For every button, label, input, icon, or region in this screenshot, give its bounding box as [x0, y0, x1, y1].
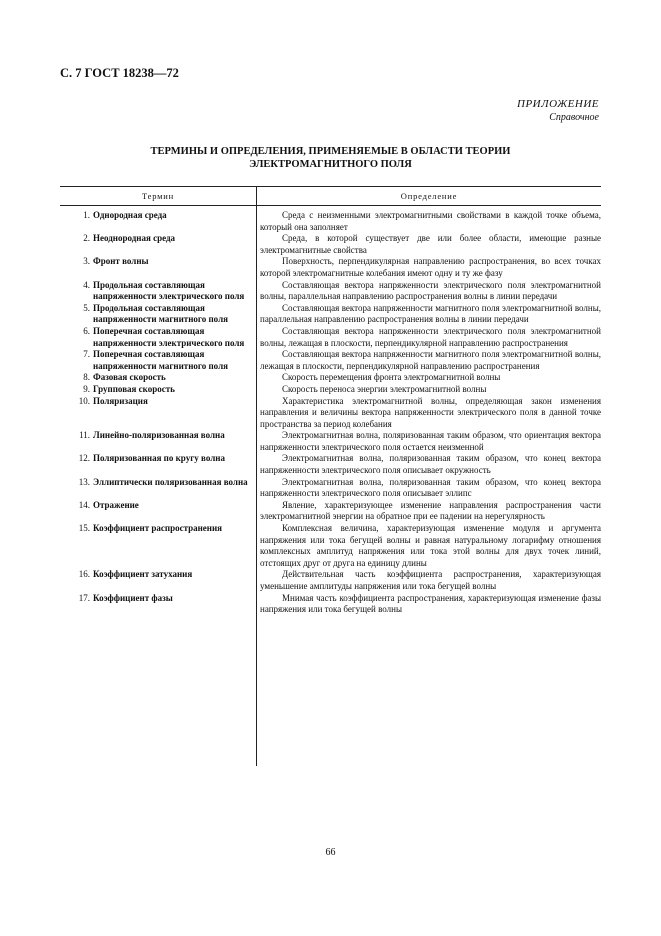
term-label: Поперечная составляющая напряженности магнитного поля: [93, 349, 228, 371]
term-number: 14.: [78, 499, 90, 510]
definition-cell: Составляющая вектора напряженности магнитного поля электромагнитной волны, параллельная направлению распространения волны в линии передачи: [260, 302, 601, 325]
page-number: 66: [325, 847, 336, 858]
table-header-rule: [60, 205, 601, 206]
table-top-rule: [60, 186, 601, 187]
appendix-label-block: [517, 98, 599, 123]
table-row: [60, 523, 601, 569]
term-number: 3.: [83, 256, 90, 267]
term-label: Коэффициент затухания: [93, 569, 193, 580]
table-row: [60, 303, 601, 326]
term-cell: [60, 210, 256, 233]
term-label: Групповая скорость: [93, 383, 175, 394]
definition-cell: Электромагнитная волна, поляризованная таким образом, что ориентация вектора напряженности электрического поля остается неизменной: [260, 430, 601, 452]
term-number: 9.: [83, 383, 90, 394]
table-row: [60, 256, 601, 279]
table-row: [60, 280, 601, 303]
column-header-definition: Определение: [400, 191, 458, 201]
definition-cell: Среда с неизменными электромагнитными свойствами в каждой точке объема, который она заполняет: [260, 210, 601, 232]
term-number: 7.: [83, 349, 90, 360]
term-label: Линейно-поляризованная волна: [93, 430, 225, 441]
term-label: Поляризованная по кругу волна: [93, 453, 225, 464]
table-row: [60, 210, 601, 233]
term-cell: [60, 326, 256, 349]
term-number: 15.: [78, 523, 90, 534]
term-number: 8.: [83, 372, 90, 383]
definition-cell: Скорость перемещения фронта электромагнитной волны: [282, 372, 501, 383]
column-header-terms: Термин: [141, 191, 175, 201]
term-number: 4.: [83, 279, 90, 290]
table-row: [60, 326, 601, 349]
table-row: [60, 569, 601, 592]
term-label: Продольная составляющая напряженности магнитного поля: [93, 302, 228, 325]
table-row: [60, 384, 601, 396]
term-number: 2.: [83, 233, 90, 244]
term-number: 13.: [78, 476, 90, 487]
table-row: [60, 500, 601, 523]
term-label: Продольная составляющая напряженности электрического поля: [93, 279, 245, 302]
term-cell: [60, 349, 256, 372]
term-cell: [60, 303, 256, 326]
term-cell: [60, 477, 256, 500]
table-row: [60, 453, 601, 476]
definition-cell: Действительная часть коэффициента распространения, характеризующая уменьшение амплитуды напряжения или тока бегущей волны: [260, 569, 601, 591]
term-label: Фазовая скорость: [93, 372, 166, 383]
term-cell: [60, 280, 256, 303]
term-number: 10.: [78, 395, 90, 406]
table-row: [60, 349, 601, 372]
definition-cell: Характеристика электромагнитной волны, определяющая закон изменения направления и величины вектора напряженности электрического поля в данной точке пространства за период колебания: [260, 395, 601, 429]
page-title-line-2: ЭЛЕКТРОМАГНИТНОГО ПОЛЯ: [249, 158, 412, 170]
term-number: 6.: [83, 325, 90, 336]
term-cell: [60, 523, 256, 569]
term-label: Эллиптически поляризованная волна: [93, 476, 248, 487]
term-label: Фронт волны: [93, 256, 149, 267]
definition-cell: Электромагнитная волна, поляризованная таким образом, что конец вектора напряженности электрического поля описывает эллипс: [260, 476, 601, 499]
page-title-line-1: ТЕРМИНЫ И ОПРЕДЕЛЕНИЯ, ПРИМЕНЯЕМЫЕ В ОБЛАСТИ ТЕОРИИ: [150, 146, 511, 157]
definition-cell: Составляющая вектора напряженности магнитного поля электромагнитной волны, лежащая в плоскости, перпендикулярной направлению распространения: [260, 349, 601, 371]
term-number: 11.: [79, 430, 90, 441]
term-label: Поляризация: [93, 395, 148, 406]
table-row: [60, 233, 601, 256]
definition-cell: Среда, в которой существует две или более области, имеющие разные электромагнитные свойства: [260, 233, 601, 255]
definition-cell: Электромагнитная волна, поляризованная таким образом, что конец вектора напряженности электрического поля описывает окружность: [260, 453, 601, 476]
appendix-sublabel: Справочное: [549, 112, 599, 123]
table-row: [60, 372, 601, 384]
term-label: Однородная среда: [93, 210, 167, 220]
term-number: 12.: [78, 453, 90, 464]
definition-cell: Скорость переноса энергии электромагнитной волны: [282, 383, 487, 394]
table-row: [60, 477, 601, 500]
table-row: [60, 396, 601, 431]
definition-cell: Составляющая вектора напряженности электрического поля электромагнитной волны, лежащая в плоскости, перпендикулярной направлению распространения: [260, 325, 601, 348]
term-cell: [60, 430, 256, 453]
definition-cell: Комплексная величина, характеризующая изменение модуля и аргумента напряжения или тока бегущей волны и равная натуральному логарифму отношения комплексных амплитуд напряжения или тока этой волны для двух точек линий, отстоящих друг от друга на единицу длины: [260, 523, 601, 568]
definition-cell: Составляющая вектора напряженности электрического поля электромагнитной волны, параллельная направлению распространения волны в линии передачи: [260, 279, 601, 302]
terms-table: [60, 210, 601, 616]
term-cell: [60, 256, 256, 279]
document-reference: С. 7 ГОСТ 18238—72: [60, 66, 179, 80]
term-label: Неоднородная среда: [93, 233, 176, 244]
table-row: [60, 593, 601, 616]
definition-cell: Мнимая часть коэффициента распространения, характеризующая изменение фазы напряжения или тока бегущей волны: [260, 592, 601, 615]
definition-cell: Поверхность, перпендикулярная направлению распространения, во всех точках которой электромагнитные колебания имеют одну и ту же фазу: [260, 256, 601, 278]
term-label: Коэффициент распространения: [93, 523, 223, 534]
term-cell: [60, 233, 256, 256]
term-label: Отражение: [93, 499, 139, 510]
term-cell: [60, 384, 256, 396]
term-label: Коэффициент фазы: [93, 592, 173, 603]
table-row: [60, 430, 601, 453]
term-cell: [60, 500, 256, 523]
term-number: 17.: [78, 592, 90, 603]
term-cell: [60, 453, 256, 476]
term-number: 16.: [78, 569, 90, 580]
appendix-label: ПРИЛОЖЕНИЕ: [517, 98, 599, 110]
term-label: Поперечная составляющая напряженности электрического поля: [93, 325, 245, 348]
term-cell: [60, 593, 256, 616]
term-cell: [60, 396, 256, 431]
term-cell: [60, 372, 256, 384]
term-number: 5.: [83, 302, 90, 313]
term-cell: [60, 569, 256, 592]
page-title: [60, 146, 601, 171]
definition-cell: Явление, характеризующее изменение направления распространения части электромагнитной энергии на обратное при ее падении на нерегулярность: [260, 499, 601, 522]
term-number: 1.: [83, 210, 90, 220]
